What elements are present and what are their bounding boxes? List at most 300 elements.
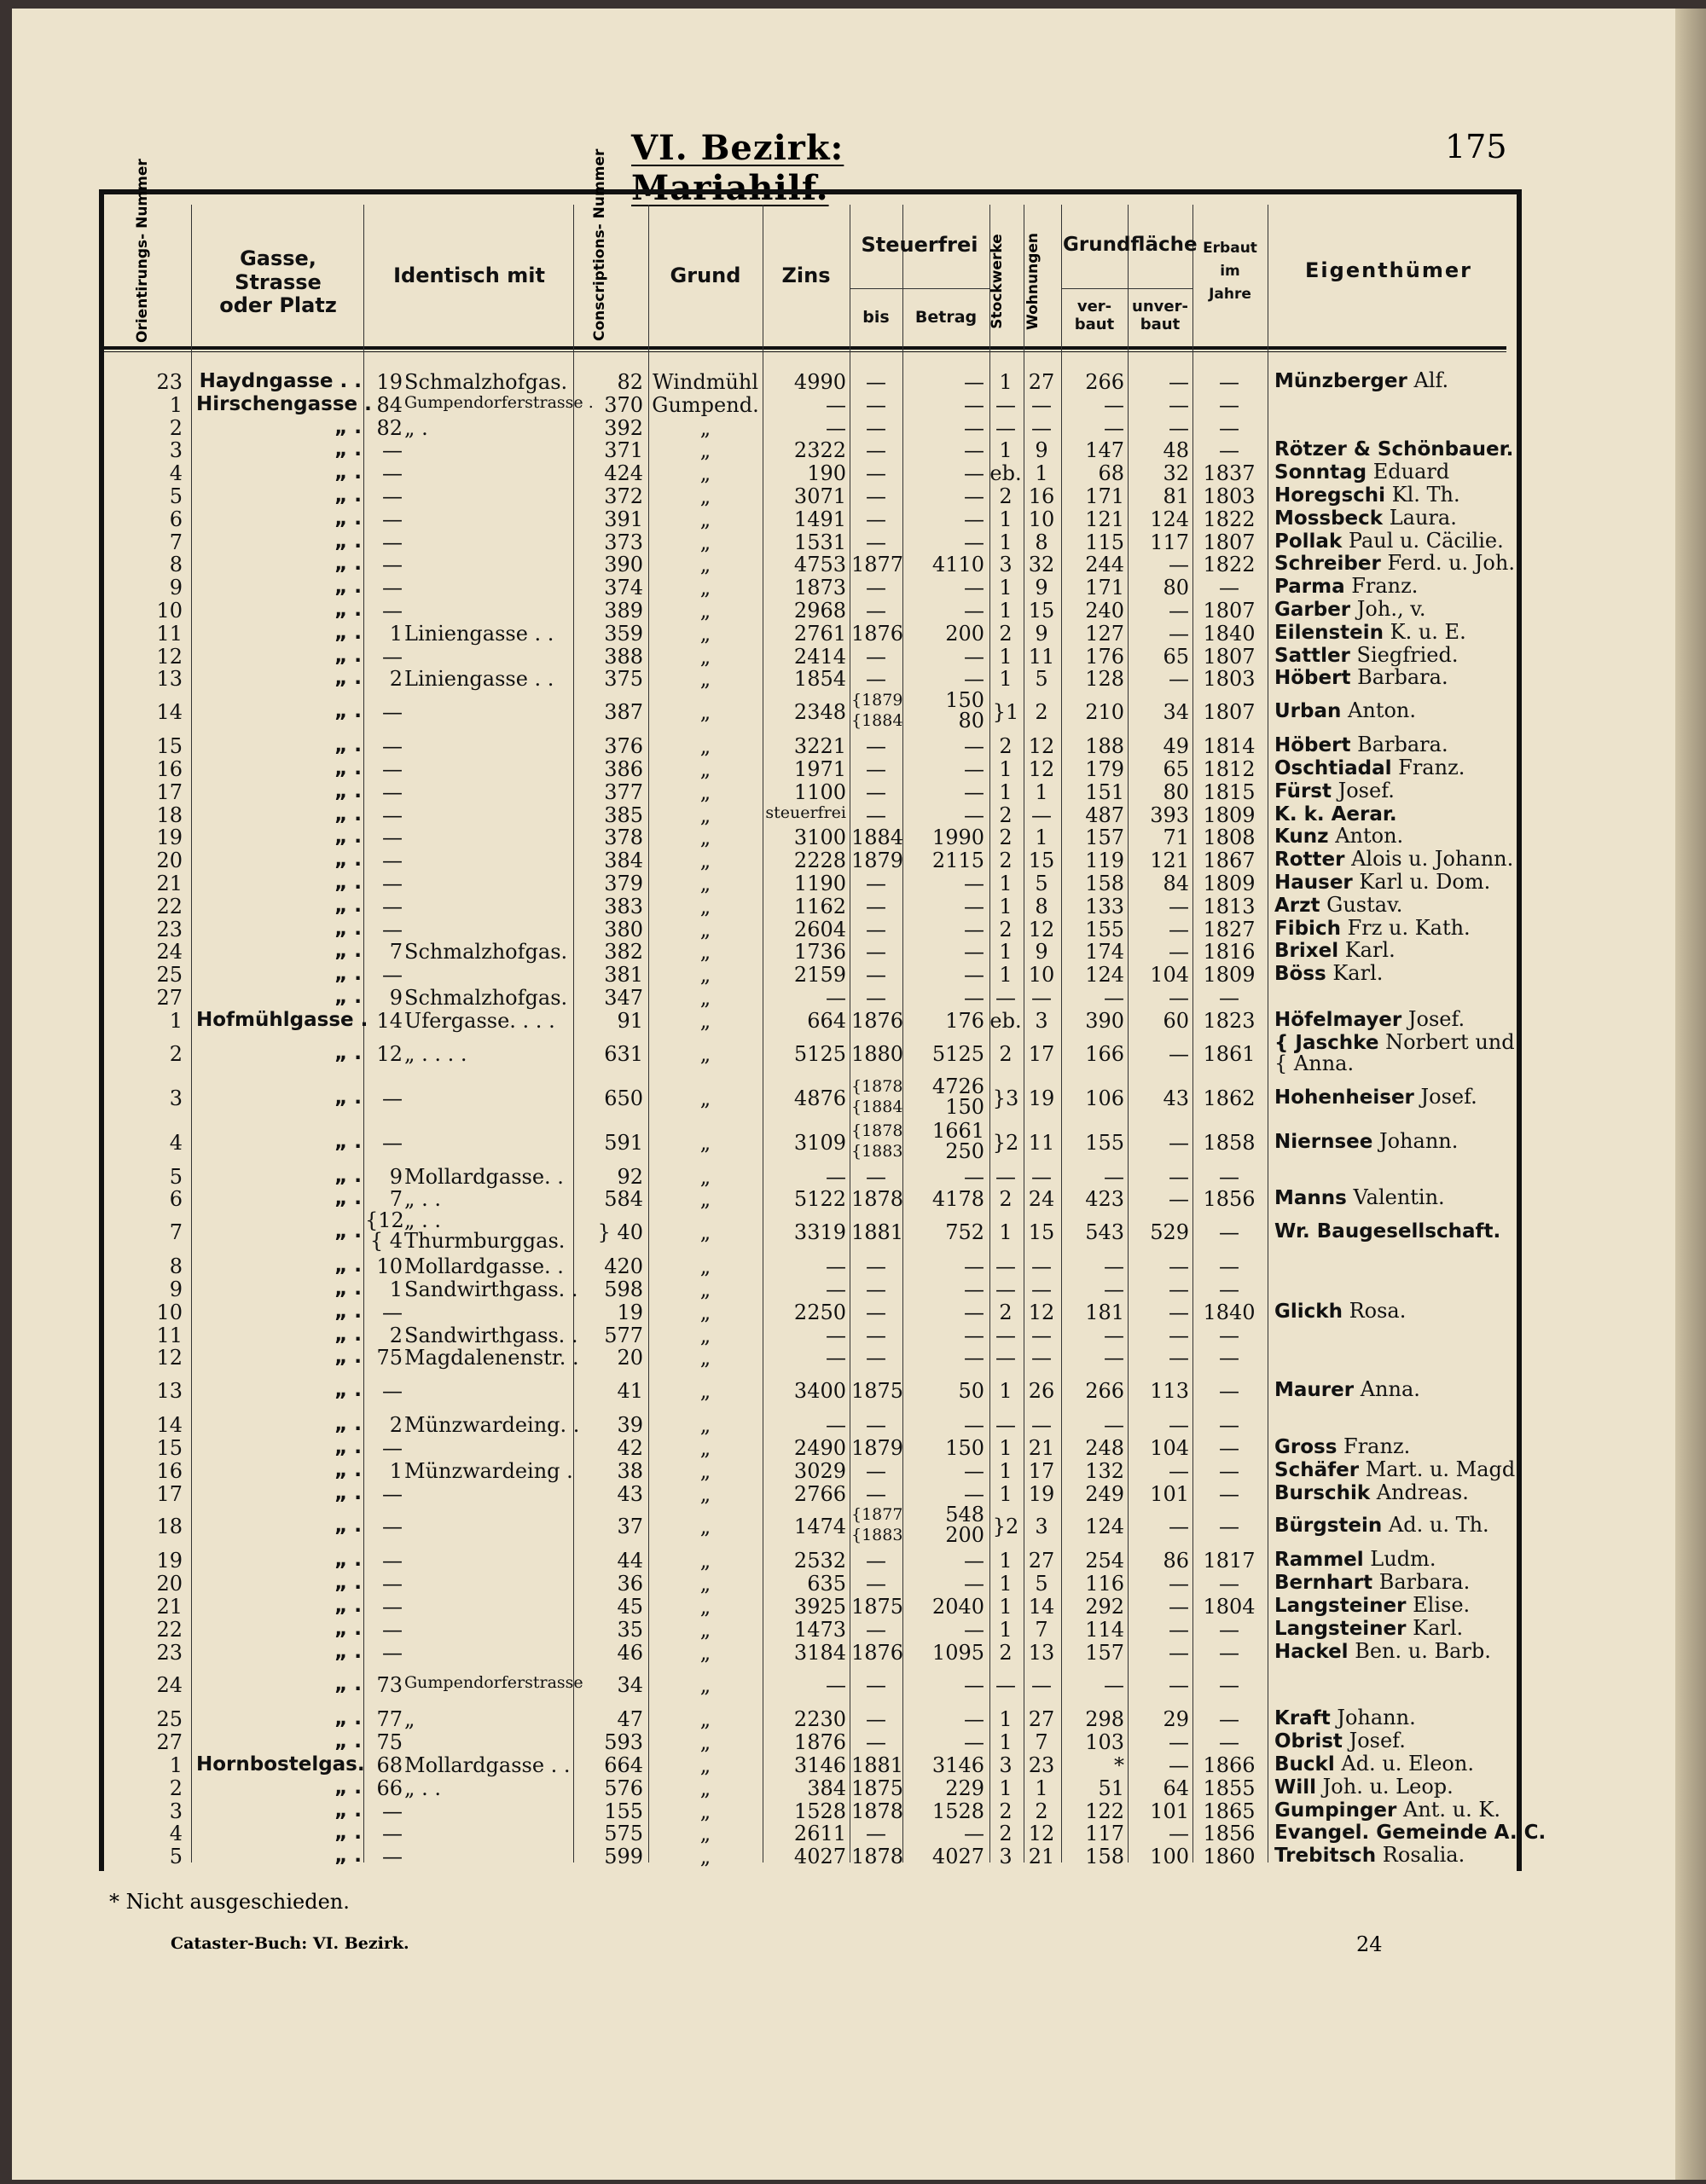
owner-given-name: Johann.: [1337, 1706, 1416, 1730]
cell-grund: „: [699, 1753, 711, 1777]
cell-zins: 3319: [793, 1220, 846, 1245]
cell-grund: „: [699, 1379, 711, 1404]
cell-on: 2: [169, 1776, 183, 1800]
cell-gasse: „ .: [334, 802, 362, 826]
cell-cn: 384: [604, 849, 643, 873]
cell-st: 2: [999, 734, 1013, 759]
cell-zins: 1854: [793, 667, 846, 692]
owner-given-name: Barbara.: [1357, 733, 1448, 757]
cell-idn: 75: [376, 1346, 403, 1370]
cell-cn: 46: [617, 1640, 643, 1665]
cell-zins: —: [826, 1254, 846, 1279]
cell-vb: —: [1104, 415, 1124, 440]
cell-wo: 17: [1028, 1458, 1055, 1483]
cell-uvb: 104: [1150, 963, 1189, 988]
cell-gasse: „ .: [334, 826, 362, 849]
cell-eigenthuemer: [1274, 963, 1383, 984]
cell-jahr: 1814: [1203, 734, 1256, 759]
cell-idn: —: [382, 507, 403, 531]
cell-zins: 2348: [793, 700, 846, 725]
owner-given-name: Norbert und { Anna.: [1274, 1029, 1515, 1075]
cell-on: 16: [156, 1458, 183, 1483]
cell-on: 5: [169, 1845, 183, 1869]
cell-gasse: Hofmühlgasse .: [196, 1008, 368, 1031]
cell-cn: 379: [604, 872, 643, 895]
table-row: [0, 1753, 1706, 1776]
cell-cn: 575: [604, 1822, 643, 1846]
cell-on: 24: [156, 940, 183, 965]
cell-idt: Schmalzhofgas.: [404, 940, 568, 965]
cell-uvb: —: [1169, 1346, 1189, 1370]
cell-jahr: —: [1219, 1515, 1239, 1539]
cell-idn: 2: [389, 667, 403, 692]
footer-sheet-number: 24: [1356, 1932, 1383, 1956]
cell-st: —: [995, 1164, 1016, 1189]
cell-jahr: 1865: [1203, 1799, 1256, 1823]
cell-grund: „: [699, 894, 711, 918]
cell-on: 3: [169, 1086, 183, 1110]
cell-wo: —: [1031, 986, 1052, 1010]
owner-surname: Manns: [1274, 1187, 1347, 1210]
cell-st: 2: [999, 917, 1013, 941]
cell-uvb: 86: [1163, 1549, 1189, 1573]
cell-bis: 1878: [851, 1799, 904, 1823]
cell-wo: 1: [1035, 826, 1048, 850]
cell-bis: —: [866, 667, 886, 692]
cell-zins: 2611: [793, 1822, 846, 1846]
cell-zins: 4876: [793, 1086, 846, 1110]
cell-jahr: 1856: [1203, 1187, 1256, 1212]
owner-surname: Rotter: [1274, 849, 1345, 872]
cell-vb: —: [1104, 1673, 1124, 1698]
cell-gasse: „ .: [334, 757, 362, 779]
owner-surname: Gross: [1274, 1436, 1338, 1458]
cell-wo: 5: [1035, 1572, 1048, 1596]
cell-wo: 3: [1035, 1008, 1048, 1033]
cell-idn: —: [382, 734, 403, 759]
table-row: [0, 1076, 1706, 1119]
cell-vb: 51: [1098, 1776, 1124, 1800]
cell-st: 2: [999, 484, 1013, 508]
table-row: [0, 872, 1706, 894]
cell-eigenthuemer: [1274, 1595, 1470, 1616]
cell-vb: 114: [1085, 1617, 1124, 1642]
cell-eigenthuemer: [1274, 1730, 1406, 1752]
cell-wo: 12: [1028, 1822, 1055, 1846]
table-row: [0, 1298, 1706, 1324]
cell-uvb: 104: [1150, 1436, 1189, 1460]
cell-bis: —: [866, 917, 886, 941]
cell-vb: 166: [1085, 1041, 1124, 1066]
owner-given-name: Franz.: [1351, 574, 1419, 599]
grundflaeche-sub-rule: [1061, 288, 1192, 289]
cell-bis: —: [866, 757, 886, 781]
cell-jahr: —: [1219, 1346, 1239, 1370]
cell-bis: 1876: [851, 1640, 904, 1665]
cell-zins: 2766: [793, 1481, 846, 1506]
cell-grund: „: [699, 1164, 711, 1189]
cell-betrag: 4178: [931, 1187, 984, 1212]
cell-betrag: 229: [945, 1776, 984, 1800]
cell-betrag: 1095: [931, 1640, 984, 1665]
header-unverbaut: unver- baut: [1132, 298, 1188, 333]
cell-vb: 266: [1085, 370, 1124, 394]
cell-eigenthuemer: [1274, 667, 1448, 688]
table-row: [0, 576, 1706, 598]
table-row: [0, 690, 1706, 733]
cell-cn: 372: [604, 484, 643, 508]
cell-zins: 635: [807, 1572, 846, 1596]
cell-jahr: —: [1219, 986, 1239, 1010]
cell-wo: —: [1031, 802, 1052, 827]
cell-st: 2: [999, 1822, 1013, 1846]
cell-grund: „: [699, 1822, 711, 1846]
cell-wo: 24: [1028, 1187, 1055, 1212]
cell-on: 10: [156, 1300, 183, 1324]
cell-st: 1: [999, 963, 1013, 988]
table-row: [0, 803, 1706, 826]
cell-idn: —: [382, 849, 403, 873]
table-row: [0, 1165, 1706, 1187]
cell-betrag: 150 80: [945, 688, 984, 733]
cell-gasse: „ .: [334, 849, 362, 872]
cell-on: 20: [156, 849, 183, 873]
cell-st: 1: [999, 1436, 1013, 1460]
cell-bis: —: [866, 599, 886, 623]
steuerfrei-sub-rule: [850, 288, 989, 289]
cell-grund: „: [699, 1086, 711, 1110]
cell-st: 2: [999, 621, 1013, 646]
cell-idn: —: [382, 530, 403, 554]
cell-bis: —: [866, 1254, 886, 1279]
owner-surname: Sattler: [1274, 644, 1350, 667]
cell-on: 20: [156, 1572, 183, 1596]
cell-betrag: —: [964, 802, 984, 827]
cell-idn: —: [382, 757, 403, 781]
cell-on: 12: [156, 1346, 183, 1370]
owner-given-name: Andreas.: [1376, 1480, 1469, 1504]
cell-grund: „: [699, 484, 711, 508]
cell-grund: „: [699, 1220, 711, 1245]
cell-idn: 7: [389, 1187, 403, 1212]
cell-idt: Mollardgasse. .: [404, 1164, 564, 1189]
cell-eigenthuemer: [1274, 553, 1515, 574]
cell-wo: 15: [1028, 849, 1055, 873]
cell-betrag: —: [964, 1707, 984, 1732]
cell-uvb: —: [1169, 1458, 1189, 1483]
cell-st: —: [995, 1277, 1016, 1301]
cell-bis: 1879: [851, 1436, 904, 1460]
cell-idn: —: [382, 1379, 403, 1404]
cell-jahr: 1822: [1203, 553, 1256, 577]
cell-on: 17: [156, 779, 183, 804]
cell-idn: 2: [389, 1413, 403, 1438]
cell-vb: 157: [1085, 1640, 1124, 1665]
cell-betrag: —: [964, 461, 984, 486]
cell-on: 8: [169, 553, 183, 577]
cell-wo: 17: [1028, 1041, 1055, 1066]
cell-uvb: 49: [1163, 734, 1189, 759]
cell-on: 15: [156, 1436, 183, 1460]
table-row: [0, 1369, 1706, 1411]
cell-zins: 2490: [793, 1436, 846, 1460]
cell-idn: —: [382, 1799, 403, 1823]
cell-cn: 378: [604, 826, 643, 850]
cell-vb: 158: [1085, 1845, 1124, 1869]
cell-cn: 664: [604, 1753, 643, 1777]
cell-vb: 543: [1085, 1220, 1124, 1245]
cell-jahr: 1860: [1203, 1845, 1256, 1869]
cell-idn: 9: [389, 986, 403, 1010]
cell-cn: 82: [617, 370, 643, 394]
cell-jahr: 1840: [1203, 621, 1256, 646]
cell-uvb: —: [1169, 370, 1189, 394]
owner-surname: Pollak: [1274, 530, 1343, 553]
cell-cn: 388: [604, 644, 643, 669]
cell-bis: —: [866, 1164, 886, 1189]
owner-given-name: Anton.: [1348, 698, 1416, 723]
cell-uvb: —: [1169, 1640, 1189, 1665]
cell-cn: 45: [617, 1595, 643, 1619]
cell-vb: 119: [1085, 849, 1124, 873]
cell-gasse: „ .: [334, 1277, 362, 1300]
table-row: [0, 780, 1706, 802]
cell-cn: 34: [617, 1673, 643, 1698]
header-verbaut: ver- baut: [1074, 298, 1115, 333]
cell-jahr: 1861: [1203, 1041, 1256, 1066]
cell-gasse: „ .: [334, 1458, 362, 1481]
header-zins: Zins: [781, 264, 831, 287]
cell-bis: —: [866, 1572, 886, 1596]
cell-zins: 190: [807, 461, 846, 486]
cell-jahr: 1858: [1203, 1130, 1256, 1155]
cell-on: 7: [169, 1220, 183, 1245]
cell-grund: „: [699, 621, 711, 646]
cell-gasse: „ .: [334, 1572, 362, 1595]
cell-wo: —: [1031, 415, 1052, 440]
cell-idt: Ufergasse. . . .: [404, 1008, 555, 1033]
cell-gasse: „ .: [334, 484, 362, 507]
cell-betrag: —: [964, 894, 984, 918]
cell-uvb: 124: [1150, 507, 1189, 531]
cell-cn: 420: [604, 1254, 643, 1279]
cell-wo: 10: [1028, 963, 1055, 988]
cell-wo: 7: [1035, 1617, 1048, 1642]
cell-on: 5: [169, 484, 183, 508]
cell-on: 27: [156, 986, 183, 1010]
cell-jahr: 1817: [1203, 1549, 1256, 1573]
cell-bis: —: [866, 507, 886, 531]
cell-on: 3: [169, 1799, 183, 1823]
cell-grund: „: [699, 1300, 711, 1324]
cell-vb: 127: [1085, 621, 1124, 646]
cell-uvb: 29: [1163, 1707, 1189, 1732]
cell-zins: 1876: [793, 1730, 846, 1755]
cell-on: 4: [169, 1130, 183, 1155]
cell-uvb: 60: [1163, 1008, 1189, 1033]
cell-on: 22: [156, 1617, 183, 1642]
cell-jahr: —: [1219, 1220, 1239, 1245]
cell-vb: 171: [1085, 484, 1124, 508]
cell-idt: „ .: [404, 415, 428, 440]
table-row: [0, 1799, 1706, 1822]
owner-surname: K. k. Aerar.: [1274, 802, 1397, 826]
cell-jahr: —: [1219, 1413, 1239, 1438]
cell-betrag: 752: [945, 1220, 984, 1245]
cell-cn: 382: [604, 940, 643, 965]
header-erbaut: Erbaut im Jahre: [1203, 240, 1257, 304]
cell-grund: „: [699, 1481, 711, 1506]
cell-eigenthuemer: [1274, 1379, 1420, 1400]
cell-grund: „: [699, 1640, 711, 1665]
cell-st: —: [995, 1413, 1016, 1438]
table-row: [0, 938, 1706, 965]
cell-vb: 254: [1085, 1549, 1124, 1573]
cell-st: 1: [999, 599, 1013, 623]
cell-eigenthuemer: [1274, 370, 1448, 391]
cell-jahr: —: [1219, 1617, 1239, 1642]
cell-st: 3: [999, 1845, 1013, 1869]
cell-grund: „: [699, 461, 711, 486]
owner-given-name: Gustav.: [1326, 892, 1403, 917]
cell-uvb: —: [1169, 1572, 1189, 1596]
cell-bis: 1877: [851, 553, 904, 577]
header-rule-thin: [104, 351, 1506, 352]
cell-betrag: —: [964, 576, 984, 600]
table-row: [0, 1210, 1706, 1253]
cell-cn: 35: [617, 1617, 643, 1642]
cell-eigenthuemer: [1274, 1086, 1477, 1108]
cell-on: 7: [169, 530, 183, 554]
cell-wo: —: [1031, 1673, 1052, 1698]
cell-gasse: „ .: [334, 621, 362, 644]
cell-st: 1: [999, 370, 1013, 394]
cell-vb: 244: [1085, 553, 1124, 577]
cell-jahr: —: [1219, 1673, 1239, 1698]
cell-cn: 376: [604, 734, 643, 759]
owner-surname: Parma: [1274, 576, 1345, 599]
table-row: [0, 733, 1706, 759]
cell-betrag: 150: [945, 1436, 984, 1460]
cell-on: 27: [156, 1730, 183, 1755]
cell-bis: 1875: [851, 1595, 904, 1619]
cell-bis: —: [866, 415, 886, 440]
owner-surname: Langsteiner: [1274, 1617, 1407, 1640]
cell-wo: 11: [1028, 644, 1055, 669]
cell-st: 1: [999, 644, 1013, 669]
cell-cn: 381: [604, 963, 643, 988]
cell-eigenthuemer: [1274, 1799, 1500, 1821]
cell-idt: Mollardgasse. .: [404, 1254, 564, 1279]
cell-idn: —: [382, 484, 403, 508]
cell-jahr: 1808: [1203, 826, 1256, 850]
cell-jahr: —: [1219, 1640, 1239, 1665]
cell-gasse: Haydngasse . .: [199, 370, 362, 392]
cell-gasse: „ .: [334, 1515, 362, 1538]
cell-vb: 117: [1085, 1822, 1124, 1846]
owner-given-name: Ferd. u. Joh.: [1387, 551, 1515, 576]
owner-surname: Arzt: [1274, 894, 1320, 917]
cell-bis: 1879: [851, 849, 904, 873]
cell-st: 1: [999, 872, 1013, 895]
cell-wo: 10: [1028, 507, 1055, 531]
cell-on: 23: [156, 917, 183, 941]
cell-st: 1: [999, 667, 1013, 692]
cell-zins: 384: [807, 1776, 846, 1800]
cell-on: 11: [156, 1323, 183, 1347]
cell-jahr: 1815: [1203, 779, 1256, 804]
cell-idn: —: [382, 779, 403, 804]
cell-idn: 73: [376, 1673, 403, 1698]
cell-grund: „: [699, 1549, 711, 1573]
cell-zins: 1531: [793, 530, 846, 554]
cell-wo: 2: [1035, 700, 1048, 725]
cell-eigenthuemer: [1274, 1482, 1469, 1503]
cell-gasse: „ .: [334, 1041, 362, 1064]
cell-grund: „: [699, 438, 711, 463]
cell-gasse: „ .: [334, 1187, 362, 1210]
cell-wo: 12: [1028, 734, 1055, 759]
table-row: [0, 1706, 1706, 1732]
cell-zins: 2968: [793, 599, 846, 623]
owner-surname: Oschtiadal: [1274, 757, 1392, 779]
cell-jahr: —: [1219, 1277, 1239, 1301]
cell-eigenthuemer: [1274, 915, 1471, 940]
cell-eigenthuemer: [1274, 1638, 1491, 1663]
owner-given-name: Eduard: [1372, 460, 1450, 484]
cell-bis: —: [866, 1277, 886, 1301]
cell-on: 24: [156, 1673, 183, 1698]
cell-betrag: 50: [958, 1379, 984, 1404]
cell-eigenthuemer: [1274, 734, 1448, 756]
cell-bis: —: [866, 940, 886, 965]
cell-bis: 1876: [851, 1008, 904, 1033]
cell-zins: 1736: [793, 940, 846, 965]
cell-betrag: 176: [945, 1008, 984, 1033]
cell-eigenthuemer: [1274, 1845, 1465, 1866]
cell-grund: „: [699, 530, 711, 554]
cell-on: 19: [156, 1549, 183, 1573]
cell-st: 2: [999, 849, 1013, 873]
owner-given-name: Anton.: [1335, 824, 1404, 849]
cell-jahr: 1855: [1203, 1776, 1256, 1800]
cell-idn: 66: [376, 1776, 403, 1800]
cell-idn: 82: [376, 415, 403, 440]
cell-idt: Liniengasse . .: [404, 621, 554, 646]
cell-betrag: —: [964, 986, 984, 1010]
cell-jahr: 1862: [1203, 1086, 1256, 1110]
owner-given-name: Franz.: [1398, 756, 1465, 779]
cell-on: 15: [156, 734, 183, 759]
cell-idn: —: [382, 599, 403, 623]
owner-surname: Will: [1274, 1776, 1317, 1799]
cell-idt: Münzwardeing. .: [404, 1413, 580, 1438]
cell-on: 10: [156, 599, 183, 623]
cell-grund: „: [699, 700, 711, 725]
cell-grund: „: [699, 1130, 711, 1155]
cell-jahr: 1809: [1203, 802, 1256, 827]
cell-cn: 631: [604, 1041, 643, 1066]
cell-on: 14: [156, 700, 183, 725]
cell-st: —: [995, 1673, 1016, 1698]
owner-given-name: Franz.: [1343, 1434, 1411, 1458]
table-row: [0, 961, 1706, 988]
cell-wo: 19: [1028, 1086, 1055, 1110]
cell-betrag: —: [964, 757, 984, 781]
cell-bis: 1878: [851, 1845, 904, 1869]
cell-eigenthuemer: [1274, 892, 1403, 917]
cell-st: eb.: [989, 1008, 1022, 1033]
